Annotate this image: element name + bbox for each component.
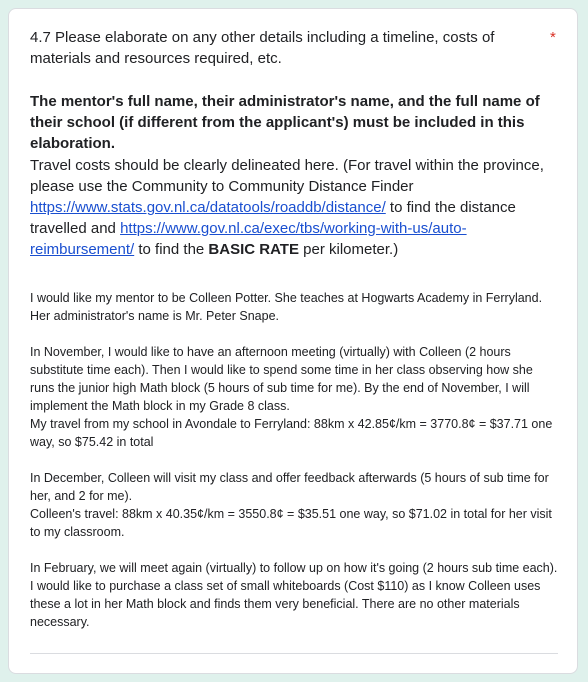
travel-text-mid2: to find the (134, 241, 209, 258)
answer-paragraph-colleen-travel: Colleen's travel: 88km x 40.35¢/km = 3550.8¢ = $35.51 one way, so $71.02 in total for her visit to my classroom. (30, 507, 552, 539)
travel-cost-instructions (30, 155, 560, 260)
answer-paragraph-february: In February, we will meet again (virtually) to follow up on how it's going (2 hours sub time each). (30, 561, 558, 575)
question-title: 4.7 Please elaborate on any other details including a timeline, costs of materials and resources required, etc. (30, 29, 495, 67)
answer-underline (30, 653, 558, 654)
travel-text-mid: to find the distance travelled and (30, 199, 516, 237)
basic-rate-label: BASIC RATE (208, 241, 299, 258)
travel-text-prefix: Travel costs should be clearly delineated here. (For travel within the province, please use the Community to Community Distance Finder (30, 157, 544, 195)
travel-text-suffix: per kilometer.) (298, 241, 399, 258)
auto-reimbursement-link[interactable]: https://www.gov.nl.ca/exec/tbs/working-with-us/auto-reimbursement/ (30, 220, 467, 258)
question-card (8, 8, 578, 674)
answer-paragraph-november: In November, I would like to have an afternoon meeting (virtually) with Colleen (2 hours substitute time each). Then I would like to spend some time in her class observing how she runs the junior high Math block (5 hours of sub time for me). By the end of November, I will implement the Math block in my Grade 8 class. (30, 345, 533, 413)
distance-finder-link[interactable]: https://www.stats.gov.nl.ca/datatools/roaddb/distance/ (30, 199, 386, 216)
answer-paragraph-whiteboards: I would like to purchase a class set of small whiteboards (Cost $110) as I know Colleen uses these a lot in her Math block and finds them very beneficial. There are no other materials necessary. (30, 579, 541, 629)
mentor-requirement-note: The mentor's full name, their administrator's name, and the full name of their school (if different from the applicant's) must be included in this elaboration. (30, 93, 540, 152)
answer-paragraph-my-travel: My travel from my school in Avondale to Ferryland: 88km x 42.85¢/km = 3770.8¢ = $37.71 one way, so $75.42 in total (30, 417, 553, 449)
answer-textarea[interactable] (30, 289, 560, 631)
answer-paragraph-december: In December, Colleen will visit my class and offer feedback afterwards (5 hours of sub time for her, and 2 for me). (30, 471, 549, 503)
answer-paragraph-mentor: I would like my mentor to be Colleen Potter. She teaches at Hogwarts Academy in Ferryland. Her administrator's name is Mr. Peter Snape. (30, 291, 543, 323)
required-marker: * (550, 29, 556, 46)
